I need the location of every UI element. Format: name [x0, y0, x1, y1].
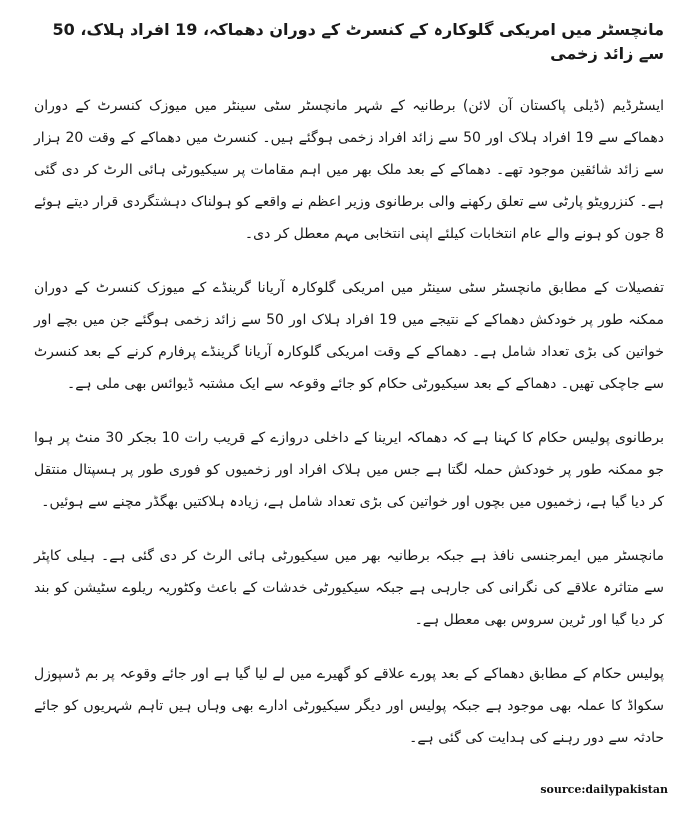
article-paragraph-2: تفصیلات کے مطابق مانچسٹر سٹی سینٹر میں امریکی گلوکارہ آریانا گرینڈے کے میوزک کنسرٹ کے دوران ممکنہ طور پر خودکش دھماکے کے نتیجے میں 19 افراد ہلاک اور 50 سے زائد زخمی ہوگئے جن میں بچے اور خواتین کی بڑی تعداد شامل ہے۔ دھماکے کے وقت امریکی گلوکارہ آریانا گرینڈے پرفارم کرنے کے بعد کنسرٹ سے جاچکی تھیں۔ دھماکے کے بعد سیکیورٹی حکام کو جائے وقوعہ سے ایک مشتبہ ڈیوائس بھی ملی ہے۔ [34, 280, 664, 392]
article-paragraph-4: مانچسٹر میں ایمرجنسی نافذ ہے جبکہ برطانیہ بھر میں سیکیورٹی ہائی الرٹ کر دی گئی ہے۔ ہیلی کاپٹر سے متاثرہ علاقے کی نگرانی کی جارہی ہے جبکہ سیکیورٹی خدشات کے باعث وکٹوریہ ریلوے سٹیشن کو بند کر دیا گیا اور ٹرین سروس بھی معطل ہے۔ [34, 548, 664, 628]
article-headline: مانچسٹر میں امریکی گلوکارہ کے کنسرٹ کے دوران دھماکہ، 19 افراد ہلاک، 50 سے زائد زخمی [52, 20, 664, 63]
source-credit: source:dailypakistan [540, 783, 668, 796]
article-paragraph-3: برطانوی پولیس حکام کا کہنا ہے کہ دھماکہ ایرینا کے داخلی دروازے کے قریب رات 10 بجکر 30 منٹ پر ہوا جو ممکنہ طور پر خودکش حملہ لگتا ہے جس میں ہلاک افراد اور زخمیوں کو فوری طور پر ہسپتال منتقل کر دیا گیا ہے، زخمیوں میں بچوں اور خواتین کی بڑی تعداد شامل ہے، زیادہ ہلاکتیں بھگڈر مچنے سے ہوئیں۔ [34, 430, 664, 510]
article [34, 18, 664, 776]
article-paragraph-5: پولیس حکام کے مطابق دھماکے کے بعد پورے علاقے کو گھیرے میں لے لیا گیا ہے اور جائے وقوعہ پر بم ڈسپوزل سکواڈ کا عملہ بھی موجود ہے جبکہ پولیس اور دیگر سیکیورٹی ادارے بھی وہاں ہیں تاہم شہریوں کو جائے حادثہ سے دور رہنے کی ہدایت کی گئی ہے۔ [34, 666, 664, 746]
article-paragraph-1: ایسٹرڈیم (ڈیلی پاکستان آن لائن) برطانیہ کے شہر مانچسٹر سٹی سینٹر میں میوزک کنسرٹ کے دوران دھماکے سے 19 افراد ہلاک اور 50 سے زائد افراد زخمی ہوگئے ہیں۔ کنسرٹ میں دھماکے کے وقت 20 ہزار سے زائد شائقین موجود تھے۔ دھماکے کے بعد ملک بھر میں اہم مقامات پر سیکیورٹی ہائی الرٹ کر دی گئی ہے۔ کنزرویٹو پارٹی سے تعلق رکھنے والی برطانوی وزیر اعظم نے واقعے کو ہولناک دہشتگردی قرار دیتے ہوئے 8 جون کو ہونے والے عام انتخابات کیلئے اپنی انتخابی مہم معطل کر دی۔ [34, 98, 664, 242]
